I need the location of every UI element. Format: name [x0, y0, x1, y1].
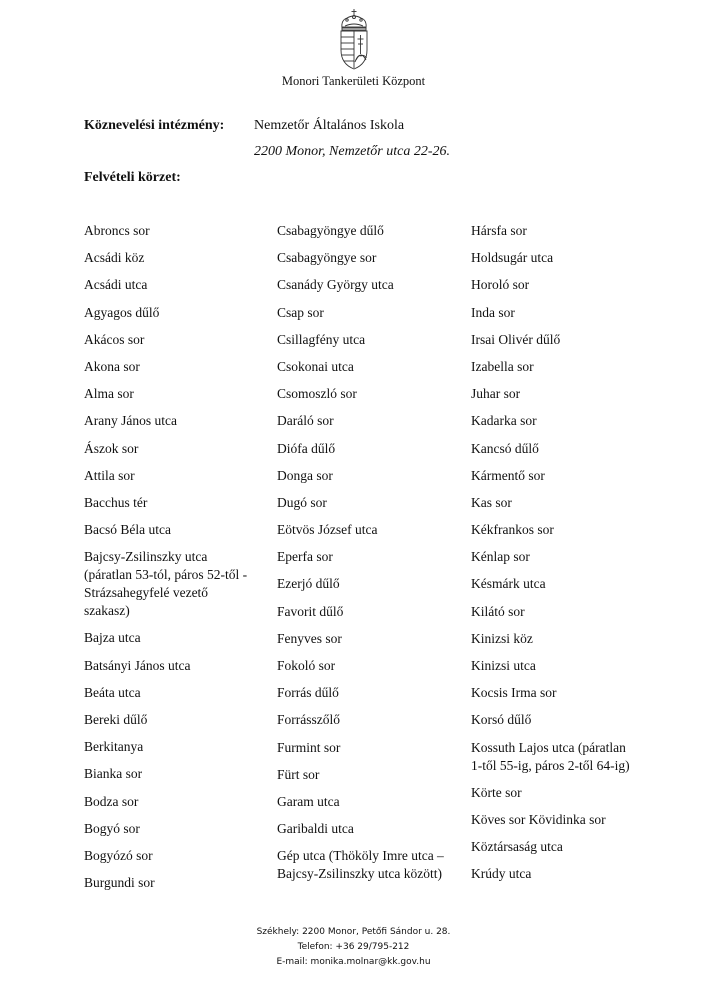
street-name: Holdsugár utca	[471, 250, 554, 266]
coat-of-arms-icon	[337, 8, 371, 70]
street-name: Diófa dűlő	[277, 440, 336, 456]
institution-name: Nemzetőr Általános Iskola	[254, 118, 405, 133]
street-name: Csabagyöngye dűlő	[277, 223, 384, 238]
street-name: Fokoló sor	[277, 658, 336, 673]
street-name: Köztársaság utca	[471, 839, 563, 855]
street-name: Kinizsi utca	[471, 658, 536, 673]
street-name: Berkitanya	[84, 739, 144, 755]
street-name: Forrás dűlő	[277, 685, 339, 701]
street-name: Bodza sor	[84, 793, 139, 809]
street-name: Bogyó sor	[84, 820, 140, 836]
street-name: Kinizsi köz	[471, 630, 533, 646]
footer	[0, 925, 707, 970]
street-name: Kénlap sor	[471, 549, 530, 565]
street-name: Kossuth Lajos utca (páratlan 1-től 55-ig, páros 2-től 64-ig)	[471, 739, 630, 773]
street-name: Dugó sor	[277, 494, 327, 510]
street-name: Csillagfény utca	[277, 331, 366, 347]
street-name: Krúdy utca	[471, 866, 532, 882]
street-name: Horoló sor	[471, 277, 530, 293]
street-column-2	[277, 222, 447, 893]
street-name: Donga sor	[277, 467, 333, 483]
street-name: Csanády György utca	[277, 277, 394, 293]
street-name: Késmárk utca	[471, 576, 546, 592]
street-name: Alma sor	[84, 386, 134, 402]
footer-phone: Telefon: +36 29/795-212	[297, 942, 410, 952]
street-name: Izabella sor	[471, 358, 534, 374]
street-name: Daráló sor	[277, 413, 334, 429]
street-name: Bajcsy-Zsilinszky utca (páratlan 53-tól, páros 52-től - Strázsahegyfelé vezető szakasz)	[84, 549, 248, 619]
street-name: Kancsó dűlő	[471, 440, 539, 456]
street-name: Csokonai utca	[277, 358, 354, 374]
street-column-3	[471, 222, 631, 893]
street-name: Akácos sor	[84, 331, 145, 347]
street-name: Abroncs sor	[84, 223, 150, 238]
institution-address: 2200 Monor, Nemzetőr utca 22-26.	[254, 144, 450, 159]
street-name: Attila sor	[84, 467, 135, 483]
street-name: Hársfa sor	[471, 223, 527, 238]
street-name: Kilátó sor	[471, 603, 525, 619]
organization-name: Monori Tankerületi Központ	[281, 74, 426, 88]
street-name: Kas sor	[471, 494, 512, 510]
street-name: Irsai Olivér dűlő	[471, 331, 561, 347]
street-name: Garibaldi utca	[277, 821, 354, 837]
street-name: Fenyves sor	[277, 630, 342, 646]
street-name: Köves sor Kövidinka sor	[471, 811, 606, 827]
street-name: Kármentő sor	[471, 467, 545, 483]
street-name: Csomoszló sor	[277, 386, 357, 402]
institution-label: Köznevelési intézmény:	[84, 118, 225, 133]
street-name: Akona sor	[84, 358, 140, 374]
street-name: Korsó dűlő	[471, 712, 532, 728]
street-name: Agyagos dűlő	[84, 304, 160, 320]
street-name: Beáta utca	[84, 684, 141, 700]
street-name: Bereki dűlő	[84, 712, 148, 727]
street-name: Bacchus tér	[84, 494, 148, 510]
street-name: Körte sor	[471, 784, 522, 800]
street-name: Juhar sor	[471, 386, 521, 402]
street-name: Bajza utca	[84, 630, 141, 646]
street-column-1	[84, 222, 254, 901]
footer-email: E-mail: monika.molnar@kk.gov.hu	[276, 957, 431, 967]
street-name: Garam utca	[277, 793, 340, 809]
street-name: Forrásszőlő	[277, 712, 340, 728]
street-name: Eötvös József utca	[277, 522, 378, 538]
street-name: Gép utca (Thököly Imre utca – Bajcsy-Zsilinszky utca között)	[277, 848, 444, 882]
street-name: Favorit dűlő	[277, 603, 344, 619]
street-name: Eperfa sor	[277, 549, 333, 565]
street-name: Ezerjó dűlő	[277, 576, 340, 592]
street-name: Acsádi köz	[84, 250, 145, 266]
street-name: Bianka sor	[84, 766, 143, 782]
street-name: Kékfrankos sor	[471, 522, 554, 538]
district-label: Felvételi körzet:	[84, 170, 181, 185]
footer-seat: Székhely: 2200 Monor, Petőfi Sándor u. 28.	[256, 927, 451, 937]
street-name: Arany János utca	[84, 413, 177, 429]
street-name: Fürt sor	[277, 766, 320, 782]
street-name: Csap sor	[277, 304, 324, 320]
street-name: Kadarka sor	[471, 413, 537, 429]
street-name: Kocsis Irma sor	[471, 685, 557, 701]
street-name: Bacsó Béla utca	[84, 522, 171, 538]
street-name: Csabagyöngye sor	[277, 250, 377, 266]
street-name: Ászok sor	[84, 440, 139, 456]
street-name: Bogyózó sor	[84, 847, 153, 863]
street-name: Inda sor	[471, 304, 515, 320]
street-name: Burgundi sor	[84, 875, 155, 891]
street-name: Batsányi János utca	[84, 657, 191, 673]
street-name: Acsádi utca	[84, 277, 148, 293]
street-name: Furmint sor	[277, 739, 341, 755]
